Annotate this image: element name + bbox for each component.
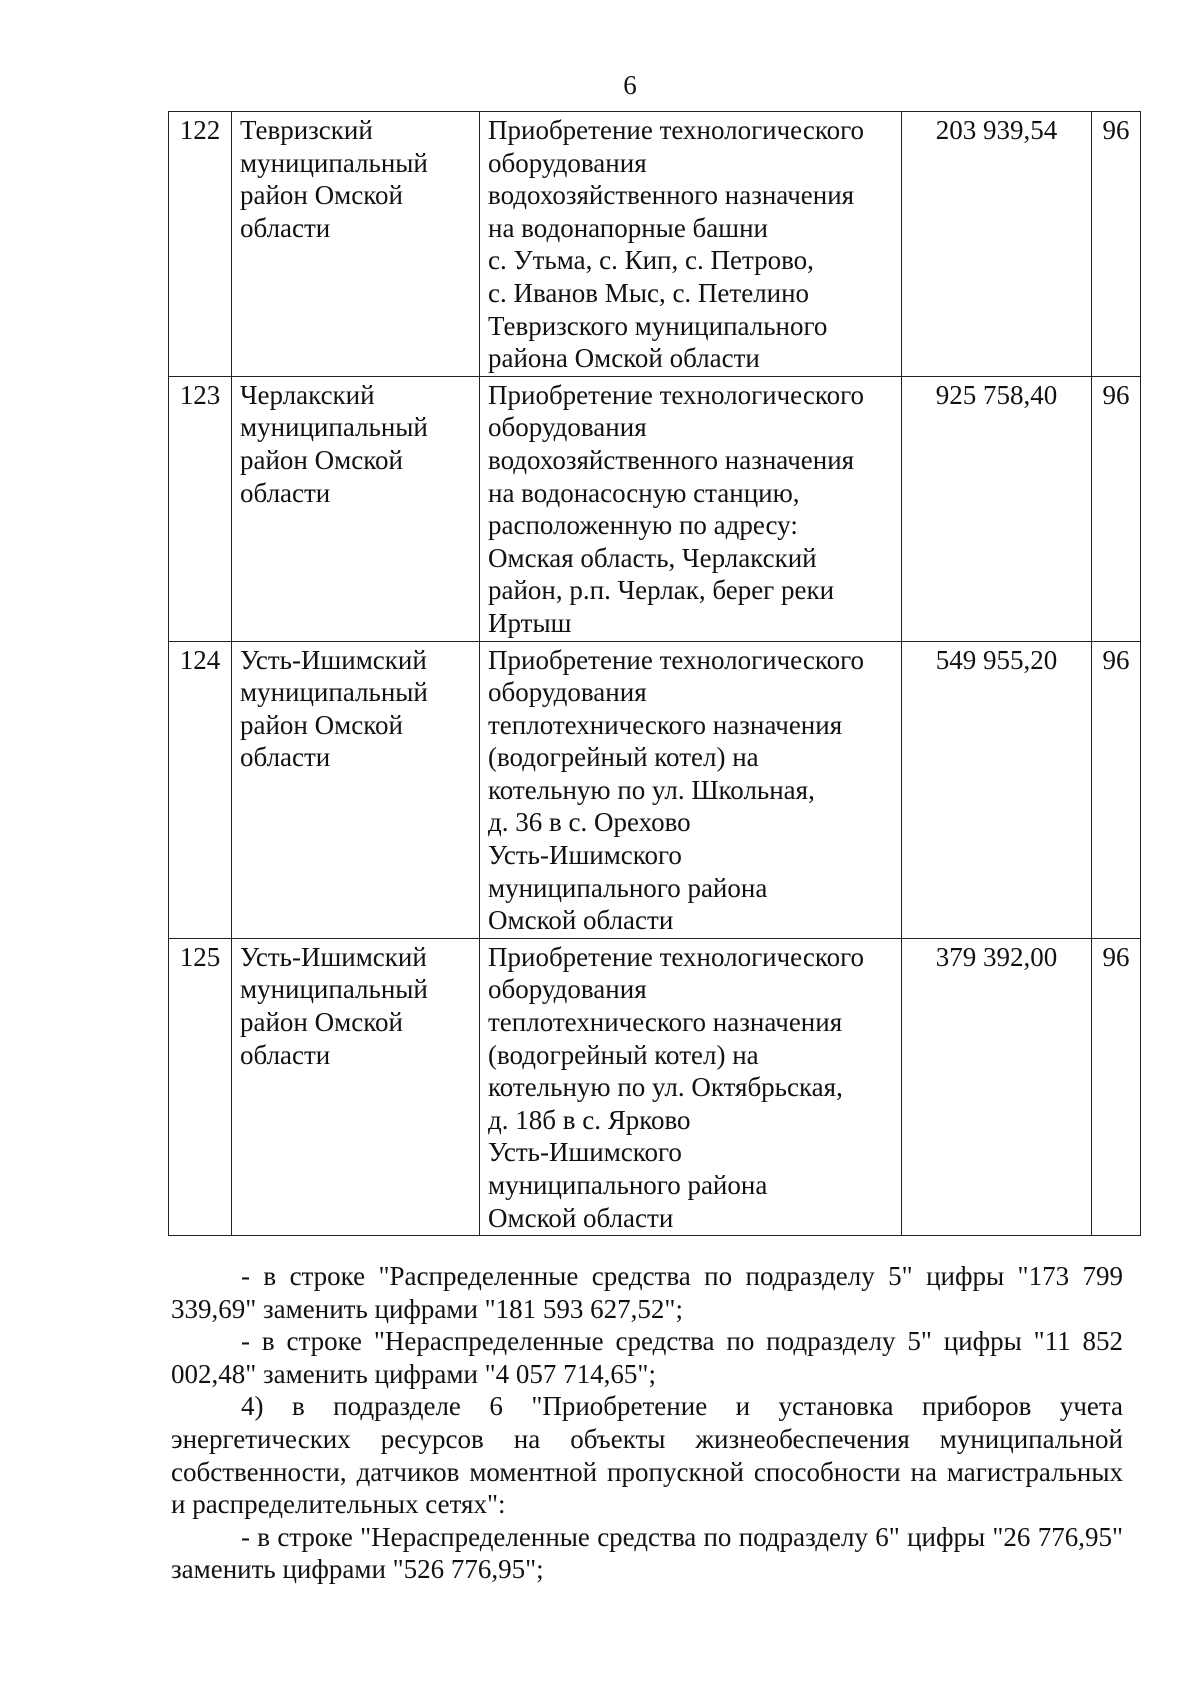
amendment-text xyxy=(171,1260,1123,1586)
paragraph-undistributed-funds-6: - в строке "Нераспределенные средства по подразделу 6" цифры "26 776,95" заменить цифрами "526 776,95"; xyxy=(171,1521,1123,1585)
percent-value: 96 xyxy=(1092,112,1141,377)
row-number: 122 xyxy=(169,112,232,377)
table-row xyxy=(169,376,1141,641)
municipal-district: Усть-Ишимский муниципальный район Омской области xyxy=(232,938,480,1235)
municipal-district: Черлакский муниципальный район Омской области xyxy=(232,376,480,641)
allocation-table xyxy=(168,111,1141,1236)
row-number: 125 xyxy=(169,938,232,1235)
paragraph-distributed-funds-5: - в строке "Распределенные средства по подразделу 5" цифры "173 799 339,69" заменить цифрами "181 593 627,52"; xyxy=(171,1261,1123,1324)
purchase-purpose: Приобретение технологического оборудования водохозяйственного назначения на водонапорные башни с. Утьма, с. Кип, с. Петрово, с. Иванов Мыс, с. Петелино Тевризского муниципального района Омской области xyxy=(480,112,902,377)
amount: 549 955,20 xyxy=(902,641,1092,938)
percent-value: 96 xyxy=(1092,938,1141,1235)
table-row xyxy=(169,938,1141,1235)
purchase-purpose: Приобретение технологического оборудования теплотехнического назначения (водогрейный котел) на котельную по ул. Октябрьская, д. 18б в с. Ярково Усть-Ишимского муниципального района Омской области xyxy=(480,938,902,1235)
row-number: 124 xyxy=(169,641,232,938)
amount: 203 939,54 xyxy=(902,112,1092,377)
table-row xyxy=(169,641,1141,938)
amount: 379 392,00 xyxy=(902,938,1092,1235)
percent-value: 96 xyxy=(1092,376,1141,641)
purchase-purpose: Приобретение технологического оборудования теплотехнического назначения (водогрейный котел) на котельную по ул. Школьная, д. 36 в с. Орехово Усть-Ишимского муниципального района Омской области xyxy=(480,641,902,938)
municipal-district: Тевризский муниципальный район Омской области xyxy=(232,112,480,377)
table-row xyxy=(169,112,1141,377)
purchase-purpose: Приобретение технологического оборудования водохозяйственного назначения на водонасосную станцию, расположенную по адресу: Омская область, Черлакский район, р.п. Черлак, берег реки Иртыш xyxy=(480,376,902,641)
page-number: 6 xyxy=(623,70,637,100)
paragraph-undistributed-funds-5: - в строке "Нераспределенные средства по подразделу 5" цифры "11 852 002,48" заменить цифрами "4 057 714,65"; xyxy=(171,1326,1123,1389)
paragraph-subsection-6: 4) в подразделе 6 "Приобретение и установка приборов учета энергетических ресурсов на объекты жизнеобеспечения муниципальной собственности, датчиков моментной пропускной способности на магистральных и распределительных сетях": xyxy=(171,1391,1123,1520)
municipal-district: Усть-Ишимский муниципальный район Омской области xyxy=(232,641,480,938)
percent-value: 96 xyxy=(1092,641,1141,938)
row-number: 123 xyxy=(169,376,232,641)
amount: 925 758,40 xyxy=(902,376,1092,641)
